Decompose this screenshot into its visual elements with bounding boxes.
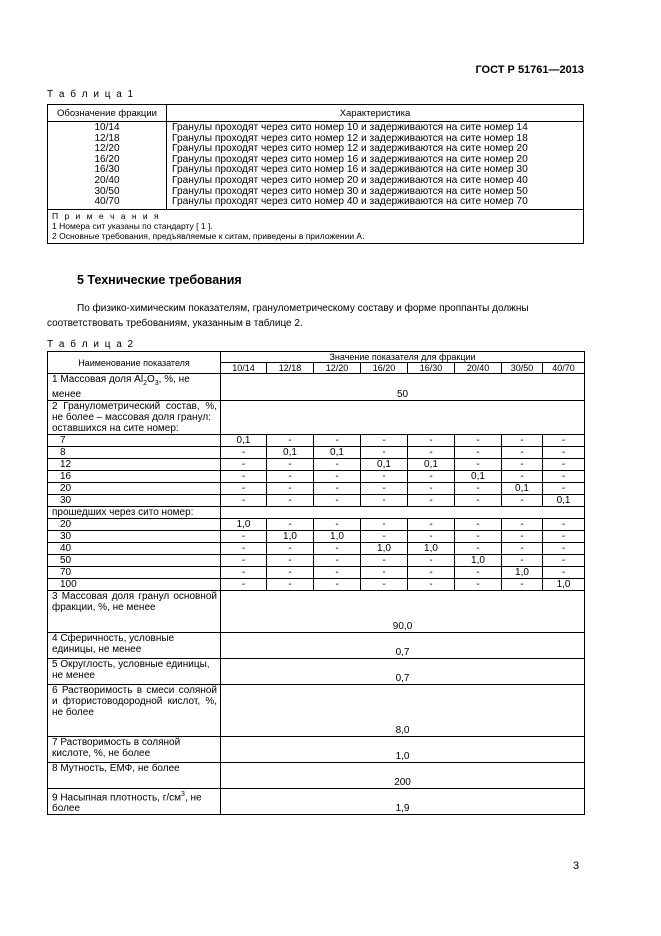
fraction-header: 12/18 xyxy=(267,363,314,374)
fraction-value: - xyxy=(455,543,502,555)
fraction-value: - xyxy=(543,567,585,579)
fraction-header: 16/20 xyxy=(361,363,408,374)
fraction-value: - xyxy=(455,483,502,495)
fraction-value: - xyxy=(455,447,502,459)
fraction-value: - xyxy=(408,483,455,495)
table2-caption: Т а б л и ц а 2 xyxy=(47,339,135,350)
fraction-value: - xyxy=(502,495,543,507)
fraction-value: - xyxy=(361,435,408,447)
indicator-value: 0,7 xyxy=(221,659,585,685)
fraction-value: - xyxy=(455,435,502,447)
fraction-code: 40/70 xyxy=(94,196,120,208)
fraction-value: - xyxy=(361,567,408,579)
fraction-value: - xyxy=(408,519,455,531)
fraction-value: - xyxy=(408,579,455,591)
sieve-row xyxy=(48,435,585,447)
indicator-name: 9 Насыпная плотность, $г/см^3$, не более xyxy=(48,789,221,815)
fraction-value: - xyxy=(221,567,267,579)
indicator-name: 6 Растворимость в смеси соляной и фтористоводородной кислот, %, не более xyxy=(48,685,221,737)
sieve-row xyxy=(48,459,585,471)
fraction-value: - xyxy=(267,471,314,483)
fraction-code: 10/14 xyxy=(94,122,120,133)
fraction-value: - xyxy=(502,579,543,591)
indicator-value: 90,0 xyxy=(221,591,585,633)
fraction-value: - xyxy=(455,519,502,531)
fraction-value: - xyxy=(267,579,314,591)
sieve-number: 20 xyxy=(48,483,221,495)
note-item: 1 Номера сит указаны по стандарту [ 1 ]. xyxy=(52,220,213,231)
fraction-value: - xyxy=(267,555,314,567)
fraction-description: Гранулы проходят через сито номер 16 и задерживаются на сите номер 20 xyxy=(172,153,528,165)
sieve-number: 8 xyxy=(48,447,221,459)
fraction-value: - xyxy=(221,579,267,591)
fraction-table xyxy=(47,104,584,244)
fraction-value: - xyxy=(221,459,267,471)
fraction-value: - xyxy=(267,519,314,531)
empty-cell xyxy=(221,507,585,519)
sieve-row xyxy=(48,483,585,495)
fraction-value: - xyxy=(314,579,361,591)
sieve-number: 70 xyxy=(48,567,221,579)
indicator-value: 1,9 xyxy=(221,789,585,815)
sieve-number: 100 xyxy=(48,579,221,591)
fraction-value: - xyxy=(502,519,543,531)
indicator-name: 7 Растворимость в соляной кислоте, %, не более xyxy=(48,737,221,763)
fraction-value: 0,1 xyxy=(543,495,585,507)
fraction-value: - xyxy=(408,471,455,483)
fraction-codes xyxy=(48,122,167,210)
fraction-description: Гранулы проходят через сито номер 12 и задерживаются на сите номер 18 xyxy=(172,132,528,144)
fraction-header: 30/50 xyxy=(502,363,543,374)
sieve-number: 16 xyxy=(48,471,221,483)
fraction-value: - xyxy=(543,483,585,495)
fraction-value: - xyxy=(314,495,361,507)
fraction-value: - xyxy=(221,495,267,507)
sieve-row xyxy=(48,471,585,483)
passed-rows xyxy=(48,519,585,591)
sieve-row xyxy=(48,579,585,591)
fraction-value: - xyxy=(361,447,408,459)
fraction-value: - xyxy=(361,471,408,483)
fraction-value: - xyxy=(314,471,361,483)
fraction-value: 0,1 xyxy=(267,447,314,459)
fraction-value: - xyxy=(502,531,543,543)
fraction-value: 1,0 xyxy=(361,543,408,555)
fraction-value: - xyxy=(502,543,543,555)
fraction-value: - xyxy=(361,495,408,507)
indicator-name: 3 Массовая доля гранул основной фракции, %, не менее xyxy=(48,591,221,633)
document-header: ГОСТ Р 51761—2013 xyxy=(475,64,584,76)
fraction-value: - xyxy=(543,447,585,459)
fraction-value: - xyxy=(314,435,361,447)
sieve-row xyxy=(48,519,585,531)
sieve-number: 30 xyxy=(48,495,221,507)
fraction-value: - xyxy=(455,531,502,543)
sieve-number: 7 xyxy=(48,435,221,447)
fraction-value: - xyxy=(221,531,267,543)
fraction-value: 1,0 xyxy=(502,567,543,579)
fraction-value: 1,0 xyxy=(314,531,361,543)
fraction-code: 12/18 xyxy=(94,132,120,144)
note-item: 2 Основные требования, предъявляемые к ситам, приведены в приложении А. xyxy=(52,230,365,241)
fraction-value: - xyxy=(267,567,314,579)
indicator-name: 4 Сферичность, условные единицы, не менее xyxy=(48,633,221,659)
fraction-header: 12/20 xyxy=(314,363,361,374)
fraction-code: 20/40 xyxy=(94,174,120,186)
sieve-row xyxy=(48,543,585,555)
fraction-code: 16/30 xyxy=(94,164,120,176)
fraction-value: - xyxy=(221,483,267,495)
empty-cell xyxy=(221,401,585,435)
notes-title: П р и м е ч а н и я xyxy=(52,210,161,221)
fraction-value: - xyxy=(361,519,408,531)
fraction-description: Гранулы проходят через сито номер 12 и задерживаются на сите номер 20 xyxy=(172,143,528,155)
fraction-value: - xyxy=(361,579,408,591)
fraction-value: 0,1 xyxy=(502,483,543,495)
fraction-value: - xyxy=(314,459,361,471)
fraction-value: - xyxy=(267,543,314,555)
fraction-description: Гранулы проходят через сито номер 20 и задерживаются на сите номер 40 xyxy=(172,174,528,186)
fraction-value: - xyxy=(221,555,267,567)
fraction-value: - xyxy=(408,555,455,567)
fraction-value: - xyxy=(221,471,267,483)
fraction-value: - xyxy=(361,531,408,543)
indicator-value: 8,0 xyxy=(221,685,585,737)
fraction-value: - xyxy=(408,567,455,579)
sieve-number: 50 xyxy=(48,555,221,567)
page-number: 3 xyxy=(573,860,580,872)
fraction-value: - xyxy=(314,519,361,531)
fraction-value: - xyxy=(502,435,543,447)
fraction-value: - xyxy=(455,567,502,579)
sieve-row xyxy=(48,555,585,567)
col-header-fraction: Обозначение фракции xyxy=(48,105,167,122)
section-title: 5 Технические требования xyxy=(77,273,242,287)
fraction-value: - xyxy=(543,555,585,567)
indicator-value: 1,0 xyxy=(221,737,585,763)
fraction-value: - xyxy=(543,435,585,447)
fraction-description: Гранулы проходят через сито номер 40 и задерживаются на сите номер 70 xyxy=(172,196,528,208)
fraction-value: - xyxy=(408,495,455,507)
header-indicator-name: Наименование показателя xyxy=(48,352,221,374)
fraction-value: - xyxy=(543,471,585,483)
fraction-code: 12/20 xyxy=(94,143,120,155)
fraction-value: 1,0 xyxy=(543,579,585,591)
fraction-value: 1,0 xyxy=(221,519,267,531)
fraction-description: Гранулы проходят через сито номер 30 и задерживаются на сите номер 50 xyxy=(172,185,528,197)
table1-notes xyxy=(48,209,584,243)
fraction-value: - xyxy=(502,471,543,483)
indicator-name: 1 Массовая доля $Al_2O_3$, %, не менее xyxy=(48,374,221,401)
fraction-value: - xyxy=(267,435,314,447)
section-paragraph: По физико-химическим показателям, гранулометрическому составу и форме проппанты должны соответствовать требованиям, указанным в таблице 2. xyxy=(47,303,529,329)
sieve-number: 30 xyxy=(48,531,221,543)
fraction-value: 0,1 xyxy=(455,471,502,483)
requirements-table xyxy=(47,351,585,815)
fraction-value: - xyxy=(361,555,408,567)
fraction-header: 10/14 xyxy=(221,363,267,374)
fraction-value: - xyxy=(543,519,585,531)
fraction-value: - xyxy=(543,459,585,471)
fraction-value: 0,1 xyxy=(314,447,361,459)
fraction-value: - xyxy=(455,459,502,471)
indicator-value: 50 xyxy=(221,374,585,401)
fraction-value: - xyxy=(502,555,543,567)
sieve-row xyxy=(48,531,585,543)
fraction-value: 1,0 xyxy=(267,531,314,543)
sieve-row xyxy=(48,495,585,507)
table1-caption: Т а б л и ц а 1 xyxy=(47,89,135,100)
fraction-value: - xyxy=(267,495,314,507)
fraction-value: - xyxy=(408,531,455,543)
indicator-value: 200 xyxy=(221,763,585,789)
fraction-description: Гранулы проходят через сито номер 10 и задерживаются на сите номер 14 xyxy=(172,122,528,133)
col-header-characteristic: Характеристика xyxy=(167,105,584,122)
sieve-number: 40 xyxy=(48,543,221,555)
fraction-value: - xyxy=(455,579,502,591)
sieve-row xyxy=(48,447,585,459)
indicator-name: 8 Мутность, ЕМФ, не более xyxy=(48,763,221,789)
fraction-value: - xyxy=(221,543,267,555)
sieve-number: 20 xyxy=(48,519,221,531)
fraction-value: 1,0 xyxy=(455,555,502,567)
fraction-description: Гранулы проходят через сито номер 16 и задерживаются на сите номер 30 xyxy=(172,164,528,176)
fraction-value: - xyxy=(543,531,585,543)
fraction-header: 40/70 xyxy=(543,363,585,374)
fraction-value: - xyxy=(361,483,408,495)
fraction-header: 16/30 xyxy=(408,363,455,374)
fraction-value: 0,1 xyxy=(408,459,455,471)
indicator-name: 2 Гранулометрический состав, %, не более – массовая доля гранул: оставшихся на сите номер: xyxy=(48,401,221,435)
sieve-number: 12 xyxy=(48,459,221,471)
fraction-header: 20/40 xyxy=(455,363,502,374)
fraction-value: - xyxy=(267,483,314,495)
fraction-value: - xyxy=(543,543,585,555)
fraction-value: - xyxy=(267,459,314,471)
fraction-code: 30/50 xyxy=(94,185,120,197)
fraction-value: - xyxy=(502,447,543,459)
retained-rows xyxy=(48,435,585,507)
fraction-value: - xyxy=(408,435,455,447)
fraction-value: - xyxy=(314,567,361,579)
fraction-value: - xyxy=(408,447,455,459)
header-fraction-group: Значение показателя для фракции xyxy=(221,352,585,363)
indicator-name: 5 Округлость, условные единицы, не менее xyxy=(48,659,221,685)
fraction-value: 0,1 xyxy=(361,459,408,471)
passed-label: прошедших через сито номер: xyxy=(48,507,221,519)
fraction-value: - xyxy=(314,555,361,567)
fraction-value: - xyxy=(314,483,361,495)
fraction-value: - xyxy=(455,495,502,507)
fraction-value: - xyxy=(221,447,267,459)
fraction-value: - xyxy=(502,459,543,471)
indicator-value: 0,7 xyxy=(221,633,585,659)
sieve-row xyxy=(48,567,585,579)
fraction-value: 0,1 xyxy=(221,435,267,447)
fraction-descriptions xyxy=(167,122,584,210)
fraction-value: 1,0 xyxy=(408,543,455,555)
fraction-code: 16/20 xyxy=(94,153,120,165)
fraction-value: - xyxy=(314,543,361,555)
